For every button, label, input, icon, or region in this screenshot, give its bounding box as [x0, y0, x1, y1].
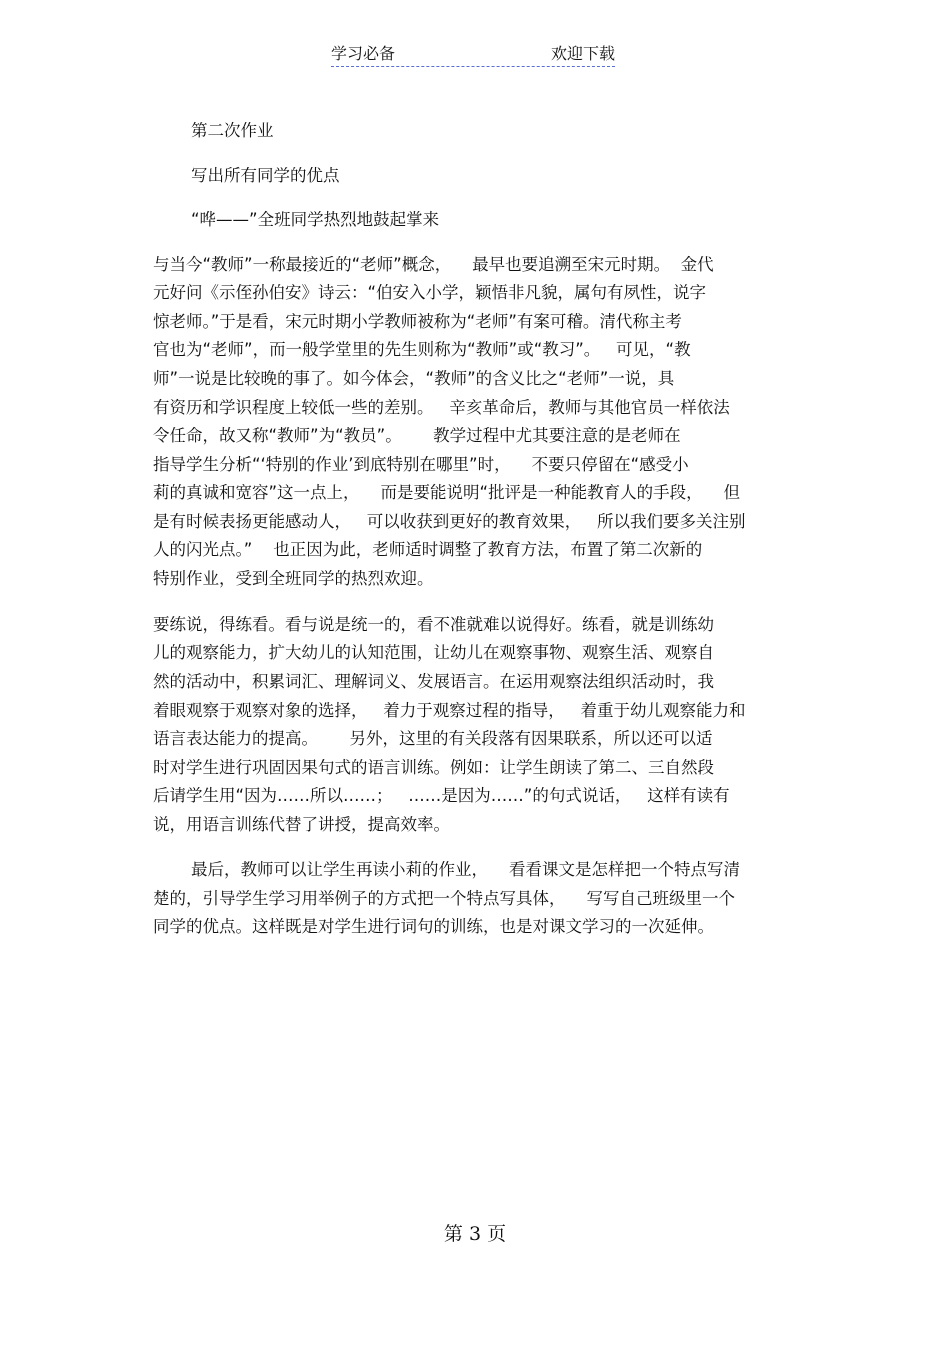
assignment-title: 第二次作业	[191, 121, 274, 140]
paragraph-line: 最后，教师可以让学生再读小莉的作业， 看看课文是怎样把一个特点写清	[191, 860, 740, 879]
paragraph-line: 惊老师。”于是看，宋元时期小学教师被称为“老师”有案可稽。清代称主考	[153, 312, 682, 331]
paragraph-line: 语言表达能力的提高。 另外，这里的有关段落有因果联系，所以还可以适	[153, 729, 713, 748]
page-number: 第 3 页	[443, 1223, 507, 1245]
paragraph-line: 要练说，得练看。看与说是统一的，看不准就难以说得好。练看，就是训练幼	[153, 615, 714, 634]
header-left-text: 学习必备	[331, 44, 396, 63]
paragraph-line: 后请学生用“因为……所以……； ……是因为……”的句式说话， 这样有读有	[153, 786, 730, 805]
paragraph-line: 令任命，故又称“教师”为“教员”。 教学过程中尤其要注意的是老师在	[153, 426, 681, 445]
paragraph-line: 时对学生进行巩固因果句式的语言训练。例如：让学生朗读了第二、三自然段	[153, 758, 714, 777]
assignment-subtitle: 写出所有同学的优点	[191, 166, 340, 185]
paragraph-line: 同学的优点。这样既是对学生进行词句的训练，也是对课文学习的一次延伸。	[153, 917, 714, 936]
paragraph-line: 与当今“教师”一称最接近的“老师”概念， 最早也要追溯至宋元时期。 金代	[153, 255, 714, 274]
paragraph-line: 师”一说是比较晚的事了。如今体会，“教师”的含义比之“老师”一说，具	[153, 369, 675, 388]
paragraph-line: 是有时候表扬更能感动人， 可以收获到更好的教育效果， 所以我们要多关注别	[153, 512, 746, 531]
page-header	[331, 42, 615, 67]
paragraph-line: 特别作业，受到全班同学的热烈欢迎。	[153, 569, 434, 588]
paragraph-line: 然的活动中，积累词汇、理解词义、发展语言。在运用观察法组织活动时，我	[153, 672, 714, 691]
paragraph-line: 儿的观察能力，扩大幼儿的认知范围，让幼儿在观察事物、观察生活、观察自	[153, 643, 714, 662]
paragraph-line: 官也为“老师”，而一般学堂里的先生则称为“教师”或“教习”。 可见，“教	[153, 340, 691, 359]
paragraph-line: 有资历和学识程度上较低一些的差别。 辛亥革命后，教师与其他官员一样依法	[153, 398, 730, 417]
paragraph-line: 楚的，引导学生学习用举例子的方式把一个特点写具体， 写写自己班级里一个	[153, 889, 735, 908]
header-right-text: 欢迎下载	[550, 44, 615, 63]
paragraph-line: 说，用语言训练代替了讲授，提高效率。	[153, 815, 450, 834]
paragraph-line: 指导学生分析“‘特别的作业’到底特别在哪里”时， 不要只停留在“感受小	[153, 455, 689, 474]
assignment-quote: “哗——”全班同学热烈地鼓起掌来	[191, 210, 440, 229]
paragraph-line: 人的闪光点。” 也正因为此，老师适时调整了教育方法，布置了第二次新的	[153, 540, 703, 559]
paragraph-line: 莉的真诚和宽容”这一点上， 而是要能说明“批评是一种能教育人的手段， 但	[153, 483, 741, 502]
paragraph-line: 着眼观察于观察对象的选择， 着力于观察过程的指导， 着重于幼儿观察能力和	[153, 701, 746, 720]
paragraph-line: 元好问《示侄孙伯安》诗云：“伯安入小学，颖悟非凡貌，属句有夙性，说字	[153, 283, 707, 302]
